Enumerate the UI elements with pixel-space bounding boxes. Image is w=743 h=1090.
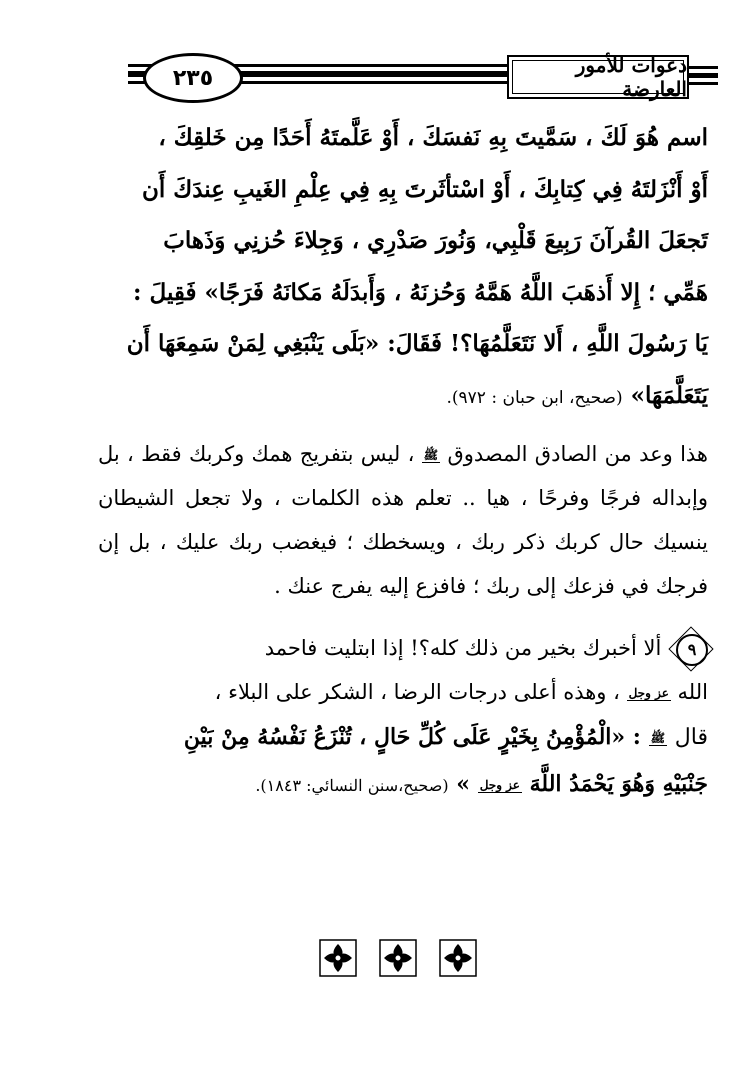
- floral-ornament-icon: [378, 938, 418, 978]
- point-9-line-4: [98, 761, 708, 809]
- header-rule-right-bottom: [686, 82, 718, 85]
- floral-ornament-icon: [318, 938, 358, 978]
- hadith-line: يَا رَسُولَ اللَّهِ ، أَلا نَتَعَلَّمُهَا؟! فَقَالَ: «بَلَى يَنْبَغِي لِمَنْ سَمِعَهَا أَن: [126, 330, 708, 357]
- hadith-block: [98, 112, 708, 424]
- point-number: ٩: [687, 639, 697, 659]
- book-title-box: [507, 55, 689, 99]
- point-9-text-4a: جَنْبَيْهِ وَهُوَ يَحْمَدُ اللَّهَ: [529, 771, 708, 797]
- point-9-text-4b: »: [456, 771, 471, 797]
- point-9-source: (صحيح،سنن النسائي: ١٨٤٣).: [255, 776, 449, 795]
- page-header: [0, 0, 743, 110]
- point-9-text-1: ألا أخبرك بخير من ذلك كله؟! إذا ابتليت فاحمد: [264, 636, 662, 660]
- section-end-ornament: [318, 938, 478, 978]
- azza-wajal-honorific: عز وجل: [628, 686, 669, 700]
- point-9-line-3: [98, 714, 708, 761]
- commentary-paragraph: [98, 432, 708, 608]
- page-number: [143, 53, 243, 103]
- prophet-honorific: ﷺ: [423, 448, 439, 462]
- hadith-ending: يَتَعَلَّمَهَا»: [630, 381, 708, 409]
- point-9-text-3a: قال: [674, 725, 708, 750]
- hadith-source: (صحيح، ابن حبان : ٩٧٢).: [446, 387, 623, 408]
- floral-ornament-icon: [438, 938, 478, 978]
- point-9-text-2b: ، وهذه أعلى درجات الرضا ، الشكر على البلاء ،: [214, 680, 620, 704]
- point-9-line-2: [98, 670, 708, 714]
- point-9-text-3b: : «الْمُؤْمِنُ بِخَيْرٍ عَلَى كُلِّ حَالٍ ، تُنْزَعُ نَفْسُهُ مِنْ بَيْنِ: [183, 724, 641, 750]
- azza-wajal-honorific-2: عز وجل: [479, 777, 520, 792]
- point-9-line-1: [98, 626, 708, 670]
- point-number-badge: [676, 634, 708, 666]
- point-9-text-2a: الله: [677, 680, 708, 704]
- hadith-line: اسم هُوَ لَكَ ، سَمَّيتَ بِهِ نَفسَكَ ، أَوْ عَلَّمتَهُ أَحَدًا مِن خَلقِكَ ،: [158, 124, 708, 151]
- page-number-text: ٢٣٥: [172, 65, 214, 91]
- page-content: [98, 112, 708, 809]
- header-rule-right-mid: [686, 73, 718, 78]
- hadith-line: تَجعَلَ القُرآنَ رَبِيعَ قَلْبِي، وَنُورَ صَدْرِي ، وَجِلاءَ حُزنِي وَذَهابَ: [163, 227, 708, 254]
- hadith-line: هَمِّي ؛ إِلا أَذهَبَ اللَّهُ هَمَّهُ وَحُزنَهُ ، وَأَبدَلَهُ مَكانَهُ فَرَجًا» فَقِيلَ :: [133, 278, 708, 306]
- commentary-part-2: ، ليس بتفريج همك وكربك فقط ، بل وإبداله فرجًا وفرحًا ، هيا .. تعلم هذه الكلمات ، ولا تجعل الشيطان ينسيك حال كربك ذكر ربك ، ويسخطك ؛ فيغضب ربك عليك ، بل إن فرجك في فزعك إلى ربك ؛ فافزع إليه يفرج عنك .: [98, 442, 708, 598]
- prophet-honorific-2: ﷺ: [650, 730, 666, 745]
- hadith-line-last: [98, 370, 708, 425]
- header-rule-right-top: [686, 66, 718, 69]
- commentary-part-1: هذا وعد من الصادق المصدوق: [447, 442, 708, 466]
- hadith-line: أَوْ أَنْزَلتَهُ فِي كِتابِكَ ، أَوْ اسْتأثَرتَ بِهِ فِي عِلْمِ الغَيبِ عِندَكَ أَن: [141, 175, 708, 203]
- point-9: [98, 626, 708, 809]
- book-title: دعوات للأمور العارضة: [575, 53, 687, 101]
